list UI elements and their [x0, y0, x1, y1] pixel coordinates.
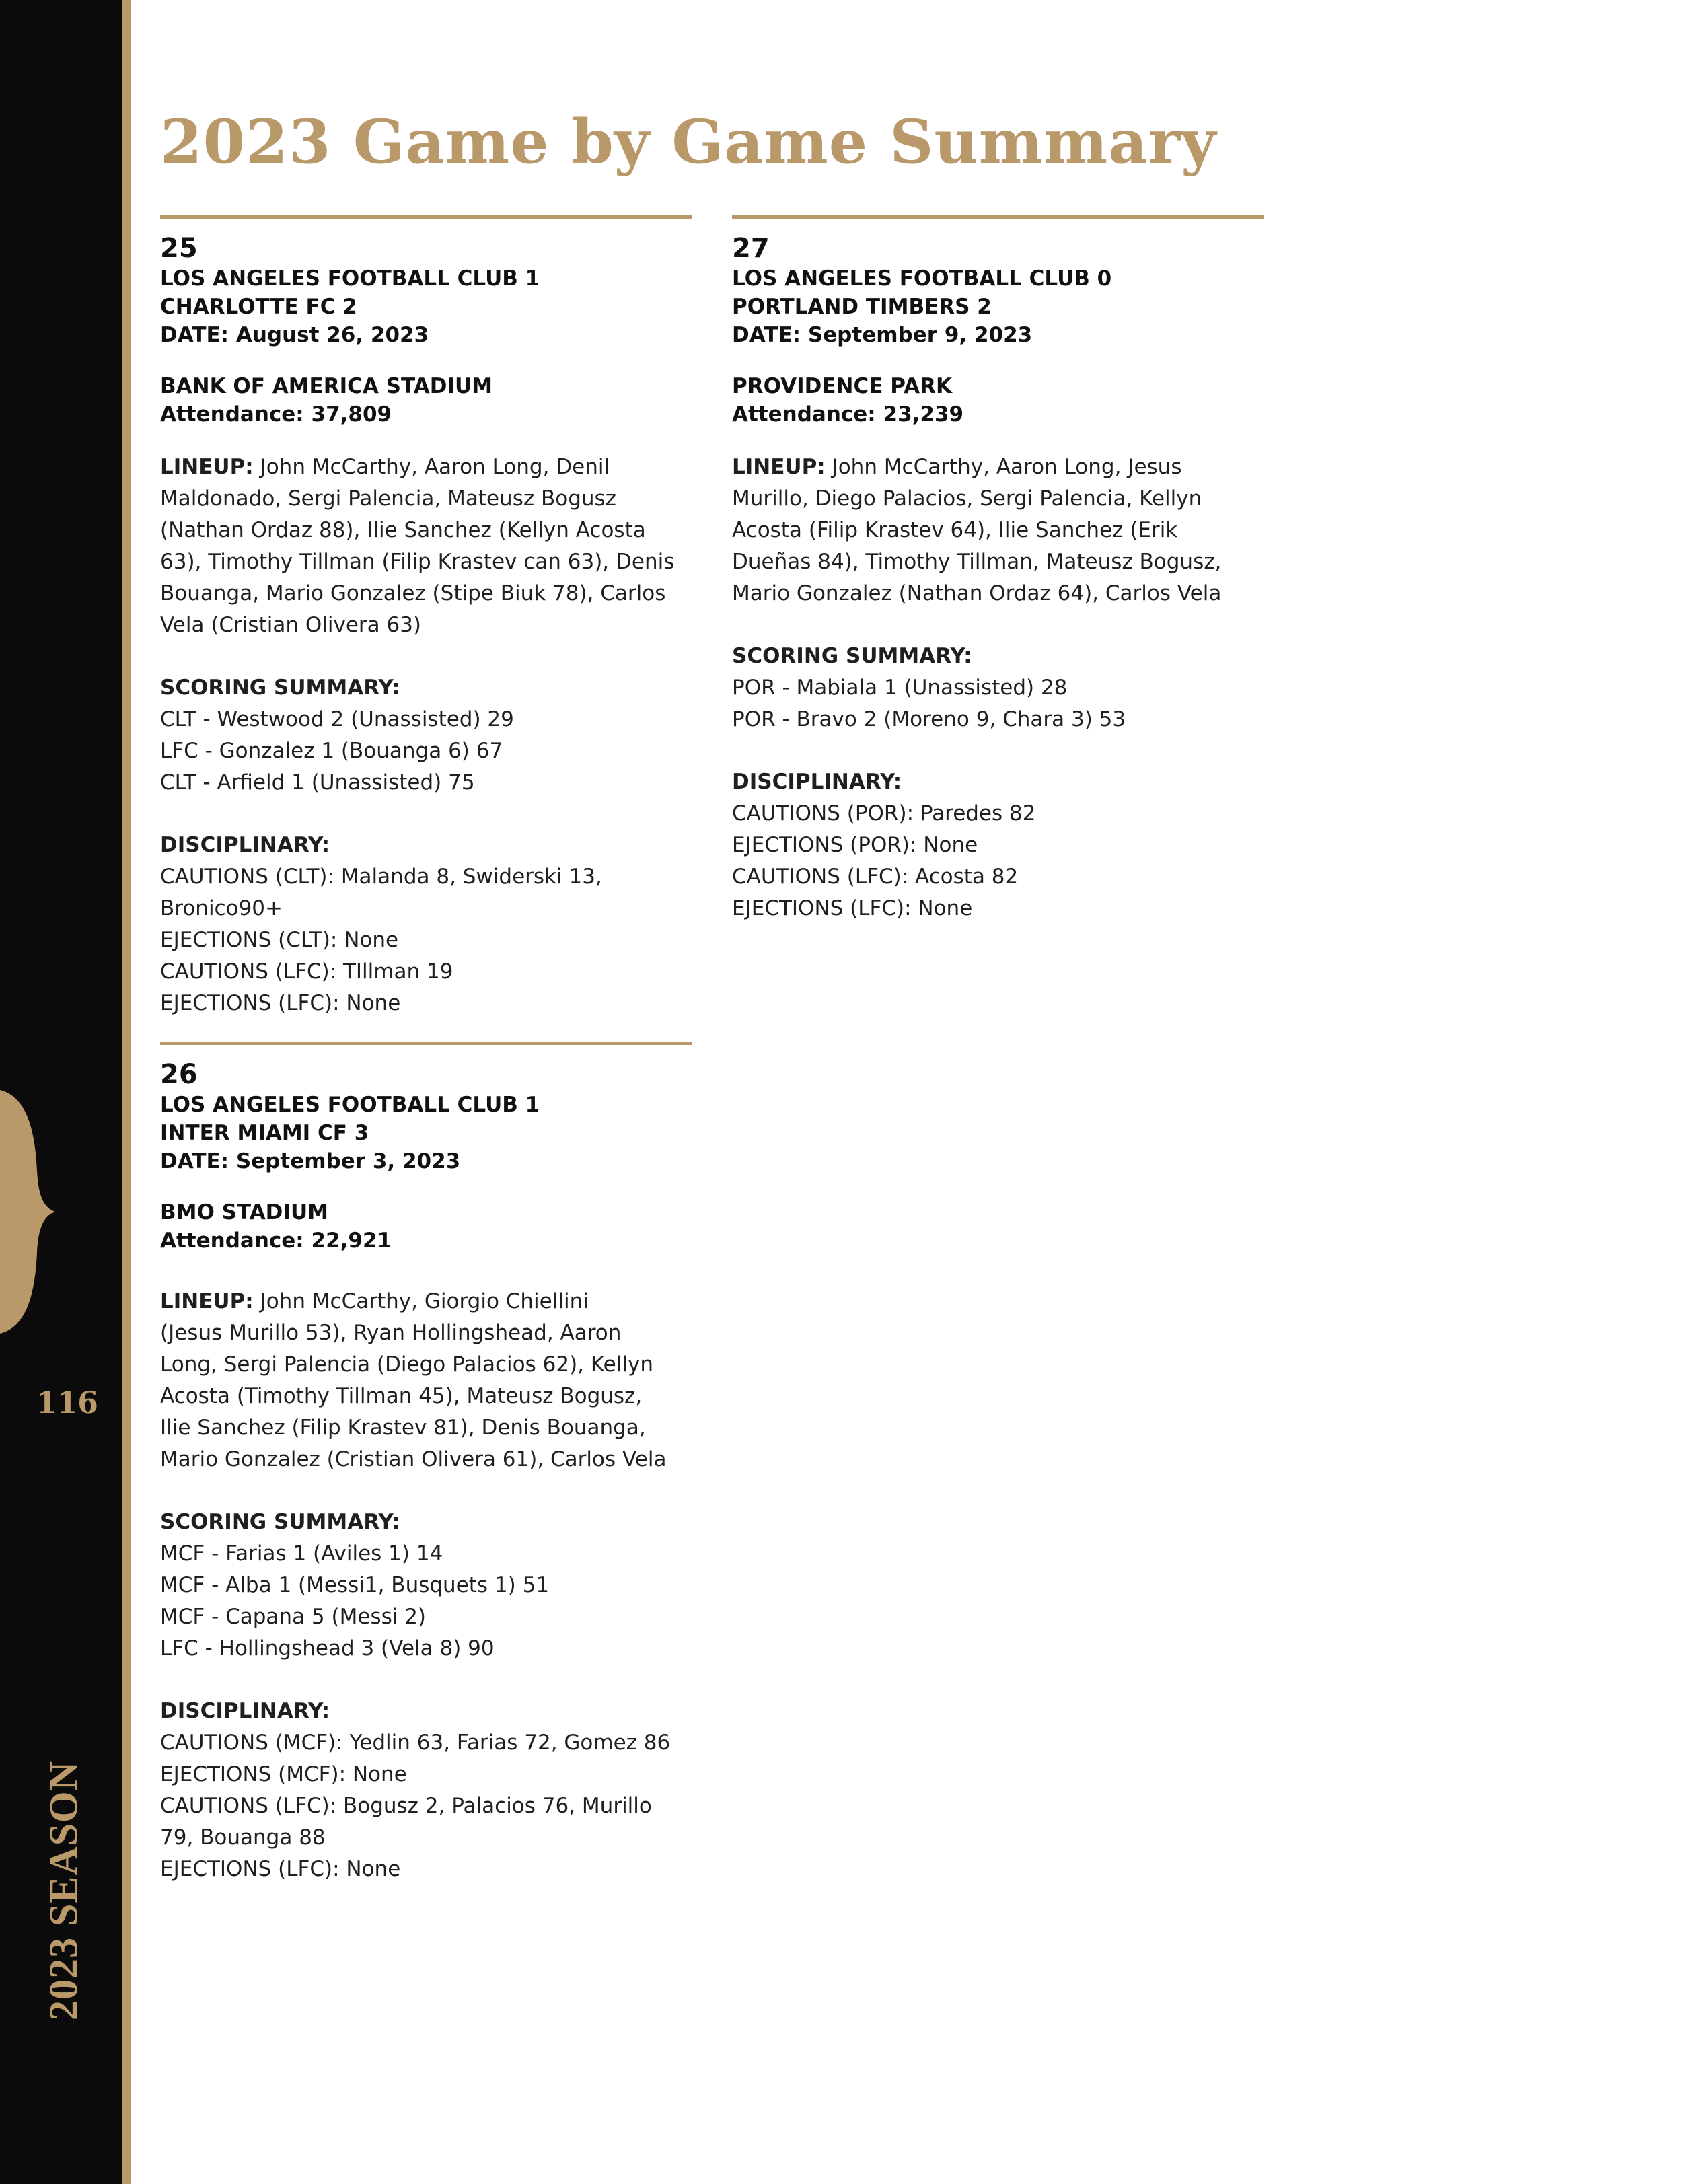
disciplinary-line: EJECTIONS (POR): None	[732, 833, 978, 857]
attendance: Attendance: 37,809	[160, 402, 392, 427]
lineup-line: Murillo, Diego Palacios, Sergi Palencia, Kellyn	[732, 486, 1202, 511]
page-number: 116	[36, 1386, 98, 1420]
game-date: DATE: August 26, 2023	[160, 323, 429, 347]
team-away: PORTLAND TIMBERS 2	[732, 295, 992, 319]
disciplinary-line: CAUTIONS (LFC): Bogusz 2, Palacios 76, Murillo	[160, 1794, 652, 1818]
scoring-label: SCORING SUMMARY:	[732, 644, 972, 668]
page-title: 2023 Game by Game Summary	[160, 106, 1217, 178]
lineup-label: LINEUP:	[160, 1289, 254, 1313]
scoring-line: CLT - Westwood 2 (Unassisted) 29	[160, 707, 514, 731]
lineup-text: John McCarthy, Aaron Long, Jesus	[825, 455, 1182, 479]
venue: BANK OF AMERICA STADIUM	[160, 374, 493, 398]
attendance: Attendance: 22,921	[160, 1229, 392, 1253]
disciplinary-label: DISCIPLINARY:	[732, 770, 902, 794]
disciplinary-line: CAUTIONS (POR): Paredes 82	[732, 801, 1036, 826]
game-summary-25	[160, 215, 692, 1019]
lineup-text: John McCarthy, Aaron Long, Denil	[253, 455, 610, 479]
lineup-line	[732, 451, 1264, 483]
sidebar-gold-stripe	[122, 0, 131, 2184]
team-away: CHARLOTTE FC 2	[160, 295, 357, 319]
scoring-label: SCORING SUMMARY:	[160, 676, 400, 700]
lineup-line: Mario Gonzalez (Cristian Olivera 61), Carlos Vela	[160, 1447, 667, 1471]
scoring-line: CLT - Arfield 1 (Unassisted) 75	[160, 770, 475, 795]
lineup-line: Long, Sergi Palencia (Diego Palacios 62), Kellyn	[160, 1352, 653, 1377]
scoring-line: POR - Bravo 2 (Moreno 9, Chara 3) 53	[732, 707, 1126, 731]
venue: PROVIDENCE PARK	[732, 374, 952, 398]
team-home: LOS ANGELES FOOTBALL CLUB 0	[732, 266, 1112, 291]
lineup-line: (Nathan Ordaz 88), Ilie Sanchez (Kellyn Acosta	[160, 518, 646, 542]
lineup-line: Vela (Cristian Olivera 63)	[160, 613, 422, 637]
scoring-line: MCF - Farias 1 (Aviles 1) 14	[160, 1541, 443, 1566]
scoring-line: MCF - Capana 5 (Messi 2)	[160, 1605, 427, 1629]
game-summary-27	[732, 215, 1264, 924]
disciplinary-line: CAUTIONS (LFC): TIllman 19	[160, 959, 453, 984]
lineup-line	[160, 1286, 692, 1317]
season-label: 2023 SEASON	[41, 1760, 86, 2021]
team-home: LOS ANGELES FOOTBALL CLUB 1	[160, 266, 540, 291]
game-number: 27	[732, 233, 770, 264]
disciplinary-line: CAUTIONS (MCF): Yedlin 63, Farias 72, Gomez 86	[160, 1731, 671, 1755]
scoring-line: LFC - Hollingshead 3 (Vela 8) 90	[160, 1636, 495, 1661]
lineup-line: (Jesus Murillo 53), Ryan Hollingshead, Aaron	[160, 1321, 622, 1345]
game-number: 26	[160, 1059, 198, 1090]
game-number: 25	[160, 233, 198, 264]
lineup-line: Ilie Sanchez (Filip Krastev 81), Denis Bouanga,	[160, 1416, 646, 1440]
lineup-label: LINEUP:	[160, 455, 254, 479]
disciplinary-line: EJECTIONS (LFC): None	[160, 1857, 401, 1881]
sidebar-tab-shape	[0, 1090, 55, 1334]
lineup-line: Maldonado, Sergi Palencia, Mateusz Bogusz	[160, 486, 616, 511]
scoring-line: MCF - Alba 1 (Messi1, Busquets 1) 51	[160, 1573, 550, 1597]
disciplinary-line: CAUTIONS (LFC): Acosta 82	[732, 865, 1019, 889]
venue: BMO STADIUM	[160, 1200, 328, 1225]
disciplinary-line: EJECTIONS (LFC): None	[732, 896, 973, 920]
scoring-line: POR - Mabiala 1 (Unassisted) 28	[732, 676, 1068, 700]
disciplinary-line: EJECTIONS (LFC): None	[160, 991, 401, 1015]
game-date: DATE: September 3, 2023	[160, 1149, 461, 1173]
lineup-line	[160, 451, 692, 483]
lineup-text: John McCarthy, Giorgio Chiellini	[253, 1289, 589, 1313]
team-home: LOS ANGELES FOOTBALL CLUB 1	[160, 1093, 540, 1117]
lineup-line: 63), Timothy Tillman (Filip Krastev can 63), Denis	[160, 550, 675, 574]
disciplinary-label: DISCIPLINARY:	[160, 833, 330, 857]
disciplinary-line: EJECTIONS (CLT): None	[160, 928, 399, 952]
lineup-line: Acosta (Filip Krastev 64), Ilie Sanchez (Erik	[732, 518, 1178, 542]
lineup-line: Acosta (Timothy Tillman 45), Mateusz Bogusz,	[160, 1384, 643, 1408]
game-summary-26	[160, 1042, 692, 1885]
disciplinary-line: 79, Bouanga 88	[160, 1825, 326, 1850]
scoring-line: LFC - Gonzalez 1 (Bouanga 6) 67	[160, 739, 503, 763]
disciplinary-label: DISCIPLINARY:	[160, 1699, 330, 1723]
lineup-line: Bouanga, Mario Gonzalez (Stipe Biuk 78), Carlos	[160, 581, 666, 606]
disciplinary-line: CAUTIONS (CLT): Malanda 8, Swiderski 13,	[160, 865, 602, 889]
lineup-line: Mario Gonzalez (Nathan Ordaz 64), Carlos Vela	[732, 581, 1222, 606]
game-date: DATE: September 9, 2023	[732, 323, 1033, 347]
scoring-label: SCORING SUMMARY:	[160, 1510, 400, 1534]
lineup-label: LINEUP:	[732, 455, 826, 479]
disciplinary-line: EJECTIONS (MCF): None	[160, 1762, 407, 1786]
disciplinary-line: Bronico90+	[160, 896, 283, 920]
team-away: INTER MIAMI CF 3	[160, 1121, 369, 1145]
attendance: Attendance: 23,239	[732, 402, 964, 427]
lineup-line: Dueñas 84), Timothy Tillman, Mateusz Bogusz,	[732, 550, 1222, 574]
